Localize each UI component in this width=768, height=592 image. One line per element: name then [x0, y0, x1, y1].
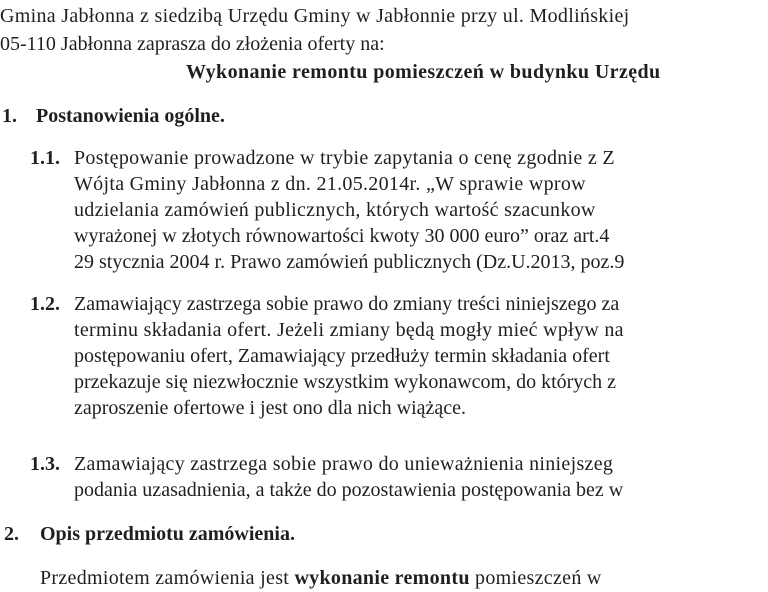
item-1-1-line: 29 stycznia 2004 r. Prawo zamówień publicznych (Dz.U.2013, poz.9	[74, 251, 625, 273]
section-1-number: 1.	[2, 105, 17, 127]
section-2-lead	[40, 566, 602, 590]
item-1-3-line: Zamawiający zastrzega sobie prawo do unieważnienia niniejszeg	[74, 453, 614, 475]
item-1-2-line: Zamawiający zastrzega sobie prawo do zmiany treści niniejszego za	[74, 293, 620, 315]
item-1-2-line: przekazuje się niezwłocznie wszystkim wykonawcom, do których z	[74, 371, 617, 393]
item-1-3-number: 1.3.	[30, 453, 60, 475]
item-1-2-number: 1.2.	[30, 293, 60, 315]
item-1-3-line: podania uzasadnienia, a także do pozostawienia postępowania bez w	[74, 479, 624, 501]
section-2-heading: Opis przedmiotu zamówienia.	[40, 523, 295, 545]
item-1-1-number: 1.1.	[30, 147, 60, 169]
section-1-heading: Postanowienia ogólne.	[36, 105, 225, 127]
item-1-1-line: udzielania zamówień publicznych, których wartość szacunkow	[74, 199, 596, 221]
item-1-2-line: terminu składania ofert. Jeżeli zmiany będą mogły mieć wpływ na	[74, 319, 624, 341]
item-1-2-line: zaproszenie ofertowe i jest ono dla nich wiążące.	[74, 397, 467, 419]
section-2-lead-tail: pomieszczeń w	[469, 567, 602, 589]
section-2-lead-plain: Przedmiotem zamówienia jest	[40, 567, 295, 589]
intro-line-1: Gmina Jabłonna z siedzibą Urzędu Gminy w Jabłonnie przy ul. Modlińskiej	[0, 5, 630, 27]
intro-line-2: 05-110 Jabłonna zaprasza do złożenia oferty na:	[0, 33, 385, 55]
section-2-number: 2.	[4, 523, 19, 545]
section-2-lead-bold: wykonanie remontu	[294, 567, 470, 589]
item-1-1-line: Postępowanie prowadzone w trybie zapytania o cenę zgodnie z Z	[74, 147, 615, 169]
item-1-1-line: Wójta Gminy Jabłonna z dn. 21.05.2014r. „W sprawie wprow	[74, 173, 586, 195]
item-1-1-line: wyrażonej w złotych równowartości kwoty 30 000 euro” oraz art.4	[74, 225, 610, 247]
document-title: Wykonanie remontu pomieszczeń w budynku Urzędu	[186, 61, 661, 83]
item-1-2-line: postępowaniu ofert, Zamawiający przedłuży termin składania ofert	[74, 345, 610, 367]
